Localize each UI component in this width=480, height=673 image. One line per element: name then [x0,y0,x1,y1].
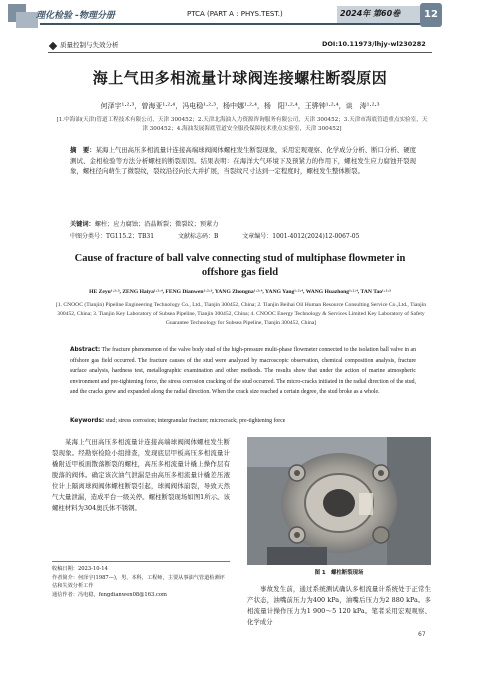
keywords-en-label: Keywords: [70,418,105,424]
authors-en: HE Zeyu¹·²·³, ZENG Haiya¹·²·⁴, FENG Dianwen¹·²·³, YANG Zhongna¹·²·⁴, YANG Yang¹·²·⁴, WANG Huazhong¹·²·⁴, TAN Tao¹·²·³ [89,289,391,295]
clc-number: 中图分类号：TG115.2；TB31 [70,233,155,240]
figure-1-photo [247,437,431,565]
abstract-en-text: The fracture phenomenon of the valve body stud of the high-pressure multi-phase flowmeter connected to the isolation ball valve in an offshore gas field occurred. The fracture causes of the stud were analyzed by macroscopic observation, chemical composition analysis, fracture surface analysis, hardness test, metallographic examination and other methods. The results show that under the action of marine atmospheric environment and pre-tightening force, the stress corrosion cracking of the stud occurred. The micro-cracks initiated in the radial direction of the stud, and the cracks grew and expanded along the radial direction. When the crack size reached a certain degree, the stud broke as a whole. [70,347,416,396]
figure-1-caption: 图 1 螺柱断裂现场 [314,570,364,576]
section-bullet-icon [49,42,57,50]
body-paragraph-intro: 某海上气田高压多相流量计连接高端球阀阀体螺柱发生断裂现象。经勘察检险小组排查，发现底层甲板高压多相流量计橇附近甲板面散落断裂的螺柱，高压多相流量计橇上操作层有脱落的阀体。确定该次油气泄漏是由高压多相流量计橇差压液位计上隔离球阀阀体螺柱断裂引起，球阀阀体崩裂，导致天然气大量泄漏，造成平台一级关停。螺柱断裂现场如图1所示。该螺柱材料为304奥氏体不锈钢。 [52,438,230,512]
section-rule [48,52,432,53]
abstract-en [70,345,416,398]
footnote-received: 收稿日期：2023-10-14 [52,566,108,572]
issue-badge: 12 [420,3,442,27]
paper-title-en: Cause of fracture of ball valve connecting stud of multiphase flowmeter in offshore gas field [74,253,406,278]
abstract-cn [70,145,416,177]
keywords-en [70,418,416,424]
footnotes [52,565,230,599]
footnote-rule [52,561,230,562]
authors-cn: 何泽宇¹·²·³，曾海亚¹·²·⁴，冯电稳¹·²·³，杨中娜¹·²·⁴，杨 阳¹·²·⁴，王骅钟¹·²·⁴，谈 涛¹·²·³ [100,102,380,110]
journal-logo-shape [16,12,38,28]
abstract-cn-text: 某海上气田高压多相流量计连接高端球阀阀体螺柱发生断裂现象，采用宏观观察、化学成分分析、断口分析、硬度测试、金相检验等方法分析螺柱的断裂原因。结果表明：在海洋大气环境下及预紧力的作用下，螺柱发生应力腐蚀开裂现象，螺柱径向萌生了微裂纹，裂纹沿径向长大并扩展，当裂纹尺寸达到一定程度时，螺柱发生整体断裂。 [70,146,417,175]
page-number: 67 [418,631,426,638]
journal-name-cn: 理化检验 -物理分册 [36,11,115,21]
article-number: 文章编号：1001-4012(2024)12-0067-05 [242,233,360,240]
abstract-cn-label: 摘 要： [70,146,96,154]
document-code: 文献标志码：B [177,233,219,240]
footnote-author: 作者简介：何泽宇(1987—)，男，本科，工程师，主要从事油气管道检测评估和失效分析工作 [52,574,225,590]
affiliations-en: [1. CNOOC (Tianjin) Pipeline Engineering Technology Co., Ltd., Tianjin 300452, China; 2. Tianjin Beihai Oil Human Resource Consulting Service Co.,Ltd., Tianjin 300452, China; 3. Tianjin Key Laboratory of Subsea Pipeline, Tianjin 300452, China; 4. CNOOC Energy Technology & Services Limited Key Laboratory of Safety Guarantee Technology for Subsea Pipeline, Tianjin 300452, China] [55,302,427,326]
keywords-en-text: stud; stress corrosion; intergranular fracture; microcrack; pre-tightening force [105,418,286,424]
header-rule [40,23,430,25]
classification-cn [70,231,416,240]
fractured-stud-photo [247,437,431,565]
year-volume: 2024年 第60卷 [340,9,401,18]
keywords-cn-text: 螺柱；应力腐蚀；沿晶断裂；微裂纹；预紧力 [94,221,219,228]
doi: DOI:10.11973/lhjy-wl230282 [322,40,426,48]
keywords-cn-label: 关键词： [70,221,95,228]
affiliations-cn: [1.中海油(天津)管道工程技术有限公司，天津 300452；2.天津北海油人力资源咨询服务有限公司，天津 300452；3.天津市海底管道重点实验室，天津 300452；4.海油发展海底管道安全服役保障技术重点实验室，天津 300452] [56,117,428,132]
footnote-corresponding: 通信作者：冯电稳，fengdianwen08@163.com [52,591,167,598]
section-label: 质量控制与失效分析 [60,41,119,49]
paper-title-cn: 海上气田多相流量计球阀连接螺柱断裂原因 [92,69,388,87]
journal-name-en: PTCA (PART A : PHYS.TEST.) [187,10,283,18]
body-paragraph-accident: 事故发生前，通过系统测试确认多相流量计系统处于正常生产状态，油嘴前压力为400 kPa，油嘴后压力为2 880 kPa。多相流量计操作压力为1 900～5 120 kPa。笔者采用宏观观察、化学成分 [247,585,431,626]
abstract-en-label: Abstract: [70,347,101,353]
keywords-cn [70,219,416,228]
